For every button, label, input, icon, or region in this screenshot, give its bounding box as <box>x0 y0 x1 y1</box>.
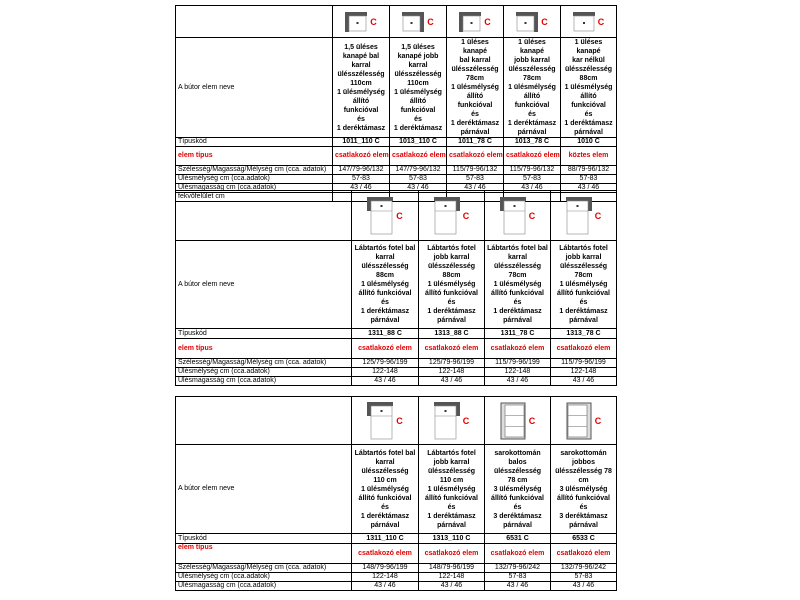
name-label: A bútor elem neve <box>176 445 352 534</box>
description-line: párnával <box>569 317 598 324</box>
name-label: A bútor elem neve <box>176 38 333 138</box>
type-code-label: Típuskód <box>176 138 333 147</box>
description-line: állító funkcióval <box>425 290 478 297</box>
description-line: ülésszélesség <box>361 263 409 270</box>
description-line: és <box>528 111 536 118</box>
element-thumbnail <box>354 402 416 440</box>
seat-height: 43 / 46 <box>447 184 504 193</box>
sofa-diagram-icon <box>566 197 592 235</box>
description-line: állító funkcióval <box>358 494 412 502</box>
sofa-diagram-icon <box>367 402 393 440</box>
description-line: 88cm <box>376 272 394 279</box>
seat-height: 43 / 46 <box>390 184 447 193</box>
description-line: balos <box>508 458 527 466</box>
connector-mark: C <box>528 210 536 221</box>
description-line: 88cm <box>579 75 598 82</box>
description-line: 1 deréktámasz <box>393 124 443 132</box>
seat-depth-label: Ülésmélység cm (cca.adatok) <box>176 573 352 582</box>
thumb-cell <box>485 397 551 445</box>
element-description <box>333 38 390 138</box>
element-type: csatlakozó elem <box>485 544 551 564</box>
description-line: ülésszélesség <box>508 66 556 73</box>
seat-depth: 57-83 <box>551 573 617 582</box>
description-line: 3 deréktámasz <box>493 512 542 520</box>
element-thumbnail <box>487 197 548 235</box>
description-line: és <box>584 111 593 118</box>
spec-table-3 <box>175 396 617 591</box>
description-line: párnával <box>437 521 466 529</box>
description-line: állító funkcióval <box>571 93 606 109</box>
description-line: 1 üléses kanapé <box>518 39 546 55</box>
element-thumbnail <box>553 197 614 235</box>
thumb-cell <box>419 191 485 241</box>
element-thumbnail <box>506 12 558 32</box>
seat-height: 43 / 46 <box>352 582 419 591</box>
dimensions: 147/79-96/132 <box>390 166 447 175</box>
type-code: 1013_78 C <box>504 138 561 147</box>
seat-height: 43 / 46 <box>485 377 551 386</box>
description-line: jobb karral <box>514 57 550 64</box>
description-line: 78cm <box>508 272 527 279</box>
description-line: 78cm <box>523 75 541 82</box>
description-line: állító funkcióval <box>343 97 379 114</box>
dimensions: 132/79-96/242 <box>551 564 617 573</box>
description-line: 1 deréktámasz <box>427 308 476 315</box>
seat-height: 43 / 46 <box>419 582 485 591</box>
element-description <box>485 445 551 534</box>
description-line: ülésszélesség <box>427 467 476 475</box>
description-line: párnával <box>503 317 532 324</box>
element-thumbnail <box>392 12 444 32</box>
description-line: 110cm <box>350 79 372 87</box>
description-line: 1,5 üléses <box>344 43 378 51</box>
description-line: Lábtartós fotel <box>427 449 476 457</box>
element-type: csatlakozó elem <box>333 147 390 166</box>
seat-depth-label: Ülésmélység cm (cca.adatok) <box>176 368 352 377</box>
description-line: cm <box>578 476 589 484</box>
description-line: ülésszélesség <box>394 70 442 78</box>
description-line: Lábtartós fotel bal <box>487 245 548 252</box>
description-line: kanapé jobb <box>397 52 439 60</box>
description-line: 3 ülésmélység <box>493 485 542 493</box>
description-line: 78cm <box>466 75 484 82</box>
seat-depth: 122-148 <box>352 573 419 582</box>
sofa-diagram-icon <box>434 402 460 440</box>
description-line: párnával <box>503 521 532 529</box>
description-line: kar nélkül <box>572 57 605 64</box>
connector-mark: C <box>370 16 377 27</box>
thumb-cell <box>551 191 617 241</box>
connector-mark: C <box>528 415 536 426</box>
seat-depth-label: Ülésmélység cm (cca.adatok) <box>176 175 333 184</box>
thumb-cell <box>561 6 617 38</box>
sofa-diagram-icon <box>459 12 481 32</box>
seat-depth: 57-83 <box>333 175 390 184</box>
description-line: Lábtartós fotel bal <box>354 449 416 457</box>
connector-mark: C <box>597 16 605 27</box>
description-line: 110cm <box>407 79 429 87</box>
element-description <box>352 241 419 329</box>
description-line: 1 ülésmélység <box>427 281 476 288</box>
dimensions: 115/79-96/132 <box>447 166 504 175</box>
connector-mark: C <box>462 210 470 221</box>
description-line: 1 deréktámasz <box>493 308 542 315</box>
name-label: A bútor elem neve <box>176 241 352 329</box>
description-line: sarokottomán <box>494 449 541 457</box>
sofa-diagram-icon <box>402 12 424 32</box>
description-line: Lábtartós fotel <box>559 245 608 252</box>
element-description <box>419 445 485 534</box>
description-line: ülésszélesség <box>493 263 542 270</box>
description-line: párnával <box>437 317 466 324</box>
description-line: 1 ülésmélység <box>337 88 385 96</box>
element-thumbnail <box>487 402 548 440</box>
thumb-cell <box>352 397 419 445</box>
type-code: 1010 C <box>561 138 617 147</box>
description-line: karral <box>408 61 428 69</box>
description-line: 1 deréktámasz <box>559 308 608 315</box>
description-line: és <box>471 111 479 118</box>
description-line: 78cm <box>574 272 593 279</box>
element-type: csatlakozó elem <box>551 544 617 564</box>
description-line: karral <box>507 254 528 261</box>
description-line: és <box>381 503 389 511</box>
dimensions-label: Szélesség/Magasság/Mélység cm (cca. adatok) <box>176 166 333 175</box>
description-line: 1 deréktámasz <box>336 124 386 132</box>
element-type: csatlakozó elem <box>447 147 504 166</box>
dimensions: 88/79-96/132 <box>561 166 617 175</box>
element-type: csatlakozó elem <box>352 544 419 564</box>
seat-depth: 122-148 <box>485 368 551 377</box>
description-line: 1 üléses kanapé <box>461 39 489 55</box>
description-line: 88cm <box>442 272 461 279</box>
seat-depth: 57-83 <box>504 175 561 184</box>
seat-height: 43 / 46 <box>551 377 617 386</box>
description-line: 1 ülésmélység <box>427 485 476 493</box>
type-code: 1313_78 C <box>551 329 617 339</box>
description-line: és <box>513 503 522 511</box>
element-description <box>504 38 561 138</box>
description-line: és <box>447 503 456 511</box>
description-line: 1 deréktámasz <box>360 308 410 315</box>
thumb-cell <box>447 6 504 38</box>
description-line: Lábtartós fotel bal <box>354 245 416 252</box>
description-line: párnával <box>569 521 598 529</box>
element-description <box>561 38 617 138</box>
connector-mark: C <box>396 415 403 426</box>
description-line: és <box>447 299 456 306</box>
spec-table-1 <box>175 5 617 202</box>
element-description <box>447 38 504 138</box>
description-line: és <box>381 299 389 306</box>
element-type-label: elem típus <box>176 544 352 564</box>
thumb-cell <box>504 6 561 38</box>
dimensions: 125/79-96/199 <box>419 359 485 368</box>
type-code: 1311_88 C <box>352 329 419 339</box>
description-line: állító funkcióval <box>491 290 544 297</box>
element-description <box>551 445 617 534</box>
seat-height: 43 / 46 <box>504 184 561 193</box>
description-line: 1 ülésmélység <box>361 281 409 288</box>
element-thumbnail <box>354 197 416 235</box>
element-type-label: elem típus <box>176 147 333 166</box>
sofa-diagram-icon <box>500 197 526 235</box>
description-line: állító funkcióval <box>514 93 550 109</box>
description-line: 1 ülésmélység <box>361 485 409 493</box>
description-line: 1 ülésmélység <box>508 84 556 91</box>
description-line: 1 ülésmélység <box>559 281 608 288</box>
description-line: és <box>579 299 588 306</box>
seat-depth: 122-148 <box>419 573 485 582</box>
thumb-cell <box>390 6 447 38</box>
description-line: és <box>414 115 422 123</box>
dimensions: 147/79-96/132 <box>333 166 390 175</box>
sofa-diagram-icon <box>516 12 538 32</box>
description-line: karral <box>351 61 371 69</box>
type-code: 1311_78 C <box>485 329 551 339</box>
seat-height: 43 / 46 <box>333 184 390 193</box>
description-line: Lábtartós fotel <box>427 245 476 252</box>
description-line: és <box>357 115 365 123</box>
type-code: 1311_110 C <box>352 534 419 544</box>
type-code-label: Típuskód <box>176 534 352 544</box>
dimensions: 115/79-96/199 <box>485 359 551 368</box>
connector-mark: C <box>594 210 602 221</box>
description-line: ülésszélesség <box>564 66 613 73</box>
description-line: állító funkcióval <box>400 97 436 114</box>
description-line: kanapé bal <box>342 52 380 60</box>
type-code: 1313_88 C <box>419 329 485 339</box>
sofa-diagram-icon <box>566 402 592 440</box>
description-line: ülésszélesség <box>337 70 385 78</box>
element-type: csatlakozó elem <box>485 339 551 359</box>
description-line: állító funkcióval <box>557 290 610 297</box>
seat-depth: 122-148 <box>352 368 419 377</box>
description-line: 3 ülésmélység <box>559 485 608 493</box>
element-thumbnail <box>335 12 387 32</box>
connector-mark: C <box>541 16 548 27</box>
seat-depth: 57-83 <box>447 175 504 184</box>
element-type: csatlakozó elem <box>551 339 617 359</box>
dimensions: 125/79-96/199 <box>352 359 419 368</box>
seat-depth: 57-83 <box>561 175 617 184</box>
type-code-label: Típuskód <box>176 329 352 339</box>
description-line: 1 deréktámasz <box>427 512 476 520</box>
element-description <box>352 445 419 534</box>
description-line: 1 ülésmélység <box>394 88 442 96</box>
seat-depth: 122-148 <box>551 368 617 377</box>
connector-mark: C <box>462 415 470 426</box>
dimensions: 148/79-96/199 <box>419 564 485 573</box>
seat-height-label: Ülésmagasság cm (cca.adatok) <box>176 377 352 386</box>
connector-mark: C <box>427 16 434 27</box>
type-code: 1313_110 C <box>419 534 485 544</box>
thumb-cell <box>333 6 390 38</box>
description-line: 1 deréktámasz <box>360 512 410 520</box>
thumb-cell <box>419 397 485 445</box>
seat-height: 43 / 46 <box>485 582 551 591</box>
description-line: 1 ülésmélység <box>493 281 542 288</box>
description-line: állító funkcióval <box>425 494 478 502</box>
sofa-diagram-icon <box>434 197 460 235</box>
element-description <box>485 241 551 329</box>
dimensions: 115/79-96/199 <box>551 359 617 368</box>
dimensions: 132/79-96/242 <box>485 564 551 573</box>
element-thumbnail <box>553 402 614 440</box>
description-line: jobb karral <box>433 458 470 466</box>
description-line: állító funkcióval <box>457 93 493 109</box>
element-thumbnail <box>563 12 614 32</box>
dimensions-label: Szélesség/Magasság/Mélység cm (cca. adatok) <box>176 359 352 368</box>
description-line: 78 cm <box>507 476 528 484</box>
description-line: ülésszélesség <box>493 467 542 475</box>
connector-mark: C <box>594 415 602 426</box>
description-line: 3 deréktámasz <box>559 512 608 520</box>
description-line: sarokottomán <box>560 449 607 457</box>
type-code: 1013_110 C <box>390 138 447 147</box>
seat-depth: 57-83 <box>390 175 447 184</box>
element-type: csatlakozó elem <box>352 339 419 359</box>
thumb-cell <box>551 397 617 445</box>
connector-mark: C <box>484 16 491 27</box>
description-line: ülésszélesség 78 <box>555 467 612 475</box>
element-description <box>551 241 617 329</box>
element-type: köztes elem <box>561 147 617 166</box>
description-line: 110 cm <box>439 476 464 484</box>
description-line: állító funkcióval <box>358 290 412 297</box>
description-line: 1 üléses kanapé <box>574 39 603 55</box>
description-line: ülésszélesség <box>451 66 499 73</box>
seat-height: 43 / 46 <box>352 377 419 386</box>
blank-corner <box>176 397 352 445</box>
description-line: ülésszélesség <box>361 467 409 475</box>
description-line: párnával <box>370 521 400 529</box>
description-line: állító funkcióval <box>491 494 544 502</box>
dimensions: 148/79-96/199 <box>352 564 419 573</box>
seat-depth: 57-83 <box>485 573 551 582</box>
description-line: 1 deréktámasz <box>450 120 500 127</box>
description-line: 110 cm <box>373 476 397 484</box>
dimensions: 115/79-96/132 <box>504 166 561 175</box>
dimensions-label: Szélesség/Magasság/Mélység cm (cca. adatok) <box>176 564 352 573</box>
element-thumbnail <box>449 12 501 32</box>
description-line: karral <box>375 458 395 466</box>
thumb-cell <box>352 191 419 241</box>
description-line: 1,5 üléses <box>401 43 435 51</box>
blank-corner <box>176 191 352 241</box>
bed-surface-label: fekvőfelület cm <box>176 193 333 202</box>
sofa-diagram-icon <box>500 402 526 440</box>
element-description <box>419 241 485 329</box>
description-line: párnával <box>574 129 603 136</box>
thumb-cell <box>485 191 551 241</box>
description-line: ülésszélesség <box>559 263 608 270</box>
description-line: állító funkcióval <box>557 494 610 502</box>
type-code: 6531 C <box>485 534 551 544</box>
seat-height-label: Ülésmagasság cm (cca.adatok) <box>176 582 352 591</box>
description-line: 1 ülésmélység <box>564 84 613 91</box>
sofa-diagram-icon <box>367 197 393 235</box>
description-line: párnával <box>370 317 400 324</box>
sofa-diagram-icon <box>573 12 595 32</box>
element-description <box>390 38 447 138</box>
description-line: jobbos <box>572 458 595 466</box>
seat-depth: 122-148 <box>419 368 485 377</box>
element-type: csatlakozó elem <box>419 339 485 359</box>
description-line: és <box>579 503 588 511</box>
description-line: párnával <box>460 129 490 136</box>
seat-height: 43 / 46 <box>419 377 485 386</box>
description-line: 1 deréktámasz <box>507 120 557 127</box>
element-type: csatlakozó elem <box>419 544 485 564</box>
description-line: ülésszélesség <box>427 263 476 270</box>
seat-height: 43 / 46 <box>561 184 617 193</box>
description-line: 1 ülésmélység <box>451 84 499 91</box>
description-line: és <box>513 299 522 306</box>
description-line: bal karral <box>459 57 491 64</box>
connector-mark: C <box>396 210 403 221</box>
seat-height-label: Ülésmagasság cm (cca.adatok) <box>176 184 333 193</box>
description-line: jobb karral <box>433 254 470 261</box>
type-code: 1011_78 C <box>447 138 504 147</box>
description-line: párnával <box>517 129 547 136</box>
blank-corner <box>176 6 333 38</box>
spec-table-2 <box>175 190 617 386</box>
description-line: karral <box>375 254 395 261</box>
element-type: csatlakozó elem <box>504 147 561 166</box>
element-type: csatlakozó elem <box>390 147 447 166</box>
description-line: 1 deréktámasz <box>564 120 613 127</box>
type-code: 1011_110 C <box>333 138 390 147</box>
element-thumbnail <box>421 197 482 235</box>
sofa-diagram-icon <box>345 12 367 32</box>
element-type-label: elem típus <box>176 339 352 359</box>
type-code: 6533 C <box>551 534 617 544</box>
element-thumbnail <box>421 402 482 440</box>
seat-height: 43 / 46 <box>551 582 617 591</box>
description-line: jobb karral <box>565 254 602 261</box>
